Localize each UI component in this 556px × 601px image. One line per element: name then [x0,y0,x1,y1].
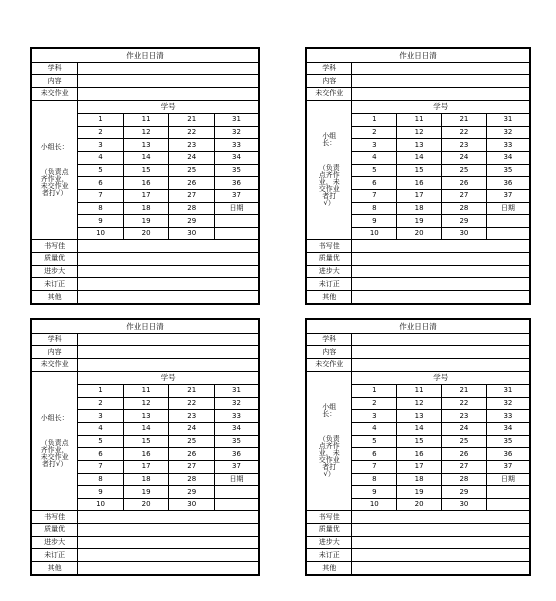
student-number-cell[interactable]: 21 [442,385,487,398]
student-number-cell[interactable]: 23 [169,410,215,423]
instruction-text: 者打 [322,463,337,472]
student-number-cell[interactable]: 28 [442,202,487,215]
student-number-cell[interactable]: 12 [123,126,169,139]
student-number-cell[interactable]: 29 [169,215,215,228]
student-number-cell[interactable]: 3 [78,410,124,423]
student-number-cell[interactable]: 25 [442,164,487,177]
field-entry[interactable] [78,62,259,75]
student-number-cell[interactable]: 19 [397,486,442,499]
evaluation-entry[interactable] [78,278,259,291]
evaluation-entry[interactable] [78,562,259,575]
student-number-cell[interactable]: 19 [123,486,169,499]
student-number-cell[interactable]: 8 [78,202,124,215]
group-leader-label: 长： [322,410,337,419]
student-number-cell[interactable]: 31 [486,114,530,127]
evaluation-label: 进步大 [31,265,78,278]
student-number-cell[interactable]: 22 [442,397,487,410]
student-number-cell[interactable]: 12 [397,397,442,410]
field-label: 未交作业 [306,88,352,101]
homework-sheet-bottom-right [305,318,531,576]
student-number-cell[interactable]: 35 [486,164,530,177]
field-entry[interactable] [78,346,259,359]
field-entry[interactable] [352,62,530,75]
student-number-cell[interactable]: 5 [352,435,397,448]
student-number-cell[interactable]: 23 [442,139,487,152]
instruction-text: 者打√） [41,459,68,468]
student-number-cell[interactable]: 34 [486,422,530,435]
student-number-cell[interactable]: 32 [215,126,259,139]
student-number-header: 学号 [78,100,259,113]
student-number-cell[interactable]: 27 [169,189,215,202]
student-number-cell[interactable]: 15 [397,435,442,448]
field-label: 未交作业 [306,359,352,372]
sheet-title: 作业日日清 [31,319,259,333]
student-number-cell[interactable]: 20 [397,498,442,511]
student-number-cell[interactable]: 3 [352,139,397,152]
instruction-text: 者打 [322,192,337,201]
student-number-cell[interactable]: 16 [397,448,442,461]
student-number-cell[interactable]: 5 [78,164,124,177]
homework-table [305,318,531,576]
evaluation-label: 质量优 [306,253,352,266]
field-label: 学科 [306,62,352,75]
student-number-cell[interactable]: 32 [486,126,530,139]
student-number-cell[interactable]: 6 [78,448,124,461]
instruction-text: 未交作业 [40,452,69,461]
student-number-cell[interactable]: 27 [169,460,215,473]
student-number-cell[interactable]: 16 [123,177,169,190]
evaluation-entry[interactable] [78,291,259,304]
student-number-cell[interactable]: 27 [442,189,487,202]
student-number-cell[interactable]: 11 [397,114,442,127]
evaluation-label: 质量优 [31,253,78,266]
evaluation-label: 书写佳 [306,240,352,253]
student-number-cell[interactable]: 5 [78,435,124,448]
field-entry[interactable] [352,359,530,372]
student-number-cell[interactable]: 31 [215,385,259,398]
field-entry[interactable] [78,359,259,372]
instruction-text: 业，未 [318,449,340,458]
evaluation-entry[interactable] [352,562,530,575]
evaluation-label: 进步大 [306,265,352,278]
evaluation-label: 书写佳 [306,511,352,524]
instruction-text: （负责 [318,164,340,173]
field-entry[interactable] [78,88,259,101]
evaluation-entry[interactable] [78,265,259,278]
evaluation-entry[interactable] [352,240,530,253]
student-number-cell[interactable]: 21 [442,114,487,127]
student-number-cell[interactable]: 9 [78,486,124,499]
student-number-cell[interactable]: 14 [397,422,442,435]
evaluation-entry[interactable] [352,536,530,549]
evaluation-entry[interactable] [352,291,530,304]
student-number-cell[interactable]: 3 [352,410,397,423]
student-number-cell[interactable]: 36 [486,448,530,461]
student-number-cell[interactable]: 18 [397,473,442,486]
student-number-cell[interactable]: 29 [442,486,487,499]
student-number-cell[interactable]: 15 [397,164,442,177]
evaluation-label: 未订正 [31,278,78,291]
student-number-cell[interactable]: 20 [397,227,442,240]
student-number-cell[interactable]: 13 [397,410,442,423]
student-number-cell[interactable]: 34 [215,422,259,435]
sheet-title: 作业日日清 [306,319,530,333]
student-number-cell[interactable]: 4 [78,151,124,164]
field-entry[interactable] [352,333,530,346]
student-number-cell[interactable]: 33 [486,139,530,152]
evaluation-label: 进步大 [31,536,78,549]
student-number-cell[interactable]: 26 [169,448,215,461]
student-number-cell[interactable]: 29 [169,486,215,499]
student-number-cell[interactable]: 3 [78,139,124,152]
evaluation-entry[interactable] [78,253,259,266]
field-label: 内容 [31,346,78,359]
student-number-cell[interactable]: 15 [123,164,169,177]
student-number-cell[interactable]: 17 [397,189,442,202]
student-number-cell[interactable]: 30 [169,227,215,240]
group-leader-label: 长： [322,139,337,148]
student-number-cell[interactable]: 15 [123,435,169,448]
student-number-cell[interactable]: 34 [486,151,530,164]
student-number-cell[interactable]: 8 [352,202,397,215]
student-number-header: 学号 [352,371,530,384]
date-label[interactable]: 日期 [215,473,259,486]
student-number-cell[interactable]: 36 [486,177,530,190]
student-number-cell[interactable]: 10 [78,498,124,511]
date-label[interactable]: 日期 [486,473,530,486]
student-number-cell[interactable]: 12 [397,126,442,139]
evaluation-entry[interactable] [352,253,530,266]
evaluation-entry[interactable] [78,511,259,524]
field-label: 未交作业 [31,359,78,372]
student-number-header: 学号 [352,100,530,113]
field-label: 未交作业 [31,88,78,101]
student-number-cell[interactable]: 28 [169,473,215,486]
student-number-cell[interactable]: 35 [486,435,530,448]
student-number-cell[interactable]: 37 [215,460,259,473]
evaluation-label: 质量优 [31,524,78,537]
student-number-cell[interactable]: 19 [397,215,442,228]
field-label: 学科 [31,62,78,75]
student-number-cell[interactable]: 21 [169,114,215,127]
instruction-text: √） [323,199,335,208]
student-number-cell[interactable]: 7 [78,189,124,202]
student-number-cell[interactable]: 24 [442,422,487,435]
student-number-cell[interactable]: 11 [123,385,169,398]
evaluation-entry[interactable] [352,511,530,524]
student-number-cell[interactable]: 32 [215,397,259,410]
evaluation-label: 未订正 [306,549,352,562]
student-number-cell[interactable]: 1 [78,385,124,398]
student-number-cell[interactable]: 37 [215,189,259,202]
student-number-cell[interactable]: 11 [123,114,169,127]
evaluation-label: 其他 [306,562,352,575]
homework-sheet-top-right [305,47,531,305]
group-leader-label: 小组长： [40,142,69,151]
student-number-cell[interactable]: 14 [123,151,169,164]
student-number-cell[interactable]: 18 [397,202,442,215]
empty-cell[interactable] [215,498,259,511]
empty-cell[interactable] [215,486,259,499]
field-label: 学科 [31,333,78,346]
instruction-text: 者打√） [41,188,68,197]
group-leader-label: 小组长： [40,413,69,422]
instruction-text: 未交作业 [40,181,69,190]
student-number-cell[interactable]: 30 [442,498,487,511]
instruction-text: 点齐作 [318,171,340,180]
student-number-cell[interactable]: 7 [352,189,397,202]
group-leader-panel[interactable] [306,371,352,511]
student-number-cell[interactable]: 25 [169,435,215,448]
student-number-cell[interactable]: 14 [123,422,169,435]
student-number-cell[interactable]: 10 [352,498,397,511]
student-number-cell[interactable]: 21 [169,385,215,398]
student-number-cell[interactable]: 18 [123,473,169,486]
student-number-cell[interactable]: 26 [442,177,487,190]
student-number-cell[interactable]: 29 [442,215,487,228]
student-number-cell[interactable]: 33 [486,410,530,423]
student-number-cell[interactable]: 17 [123,460,169,473]
instruction-text: （负责点 [40,167,69,176]
field-entry[interactable] [78,333,259,346]
sheet-title: 作业日日清 [31,48,259,62]
student-number-cell[interactable]: 7 [352,460,397,473]
empty-cell[interactable] [486,498,530,511]
student-number-cell[interactable]: 9 [352,215,397,228]
sheet-title: 作业日日清 [306,48,530,62]
student-number-cell[interactable]: 9 [352,486,397,499]
student-number-cell[interactable]: 25 [169,164,215,177]
field-entry[interactable] [352,88,530,101]
student-number-cell[interactable]: 27 [442,460,487,473]
evaluation-label: 其他 [31,562,78,575]
evaluation-label: 进步大 [306,536,352,549]
student-number-cell[interactable]: 17 [123,189,169,202]
student-number-cell[interactable]: 4 [78,422,124,435]
student-number-cell[interactable]: 11 [397,385,442,398]
student-number-cell[interactable]: 32 [486,397,530,410]
student-number-cell[interactable]: 20 [123,498,169,511]
student-number-cell[interactable]: 26 [442,448,487,461]
instruction-text: √） [323,470,335,479]
student-number-cell[interactable]: 12 [123,397,169,410]
student-number-cell[interactable]: 23 [442,410,487,423]
student-number-cell[interactable]: 16 [123,448,169,461]
student-number-header: 学号 [78,371,259,384]
field-label: 学科 [306,333,352,346]
evaluation-label: 质量优 [306,524,352,537]
student-number-cell[interactable]: 22 [169,126,215,139]
student-number-cell[interactable]: 10 [78,227,124,240]
student-number-cell[interactable]: 17 [397,460,442,473]
student-number-cell[interactable]: 1 [78,114,124,127]
student-number-cell[interactable]: 19 [123,215,169,228]
student-number-cell[interactable]: 8 [352,473,397,486]
instruction-text: （负责点 [40,438,69,447]
instruction-text: （负责 [318,435,340,444]
group-leader-panel[interactable] [31,371,78,511]
field-label: 内容 [31,75,78,88]
evaluation-entry[interactable] [352,549,530,562]
student-number-cell[interactable]: 33 [215,139,259,152]
homework-sheet-bottom-left [30,318,260,576]
evaluation-label: 其他 [31,291,78,304]
group-leader-panel[interactable] [31,100,78,240]
student-number-cell[interactable]: 13 [397,139,442,152]
instruction-text: 点齐作 [318,442,340,451]
student-number-cell[interactable]: 24 [169,151,215,164]
student-number-cell[interactable]: 36 [215,177,259,190]
student-number-cell[interactable]: 2 [78,397,124,410]
student-number-cell[interactable]: 26 [169,177,215,190]
student-number-cell[interactable]: 24 [442,151,487,164]
student-number-cell[interactable]: 36 [215,448,259,461]
student-number-cell[interactable]: 4 [352,151,397,164]
empty-cell[interactable] [215,227,259,240]
evaluation-entry[interactable] [352,265,530,278]
evaluation-entry[interactable] [78,524,259,537]
student-number-cell[interactable]: 18 [123,202,169,215]
evaluation-entry[interactable] [352,278,530,291]
evaluation-label: 未订正 [306,278,352,291]
student-number-cell[interactable]: 9 [78,215,124,228]
student-number-cell[interactable]: 22 [169,397,215,410]
student-number-cell[interactable]: 33 [215,410,259,423]
student-number-cell[interactable]: 5 [352,164,397,177]
student-number-cell[interactable]: 10 [352,227,397,240]
date-label[interactable]: 日期 [486,202,530,215]
group-leader-panel[interactable] [306,100,352,240]
empty-cell[interactable] [486,227,530,240]
group-leader-label: 小组 [322,132,337,141]
instruction-text: 业，未 [318,178,340,187]
field-label: 内容 [306,75,352,88]
student-number-cell[interactable]: 31 [486,385,530,398]
instruction-text: 交作业 [318,185,340,194]
student-number-cell[interactable]: 2 [352,126,397,139]
student-number-cell[interactable]: 37 [486,460,530,473]
student-number-cell[interactable]: 6 [352,177,397,190]
evaluation-entry[interactable] [352,524,530,537]
student-number-cell[interactable]: 8 [78,473,124,486]
empty-cell[interactable] [486,486,530,499]
student-number-cell[interactable]: 25 [442,435,487,448]
student-number-cell[interactable]: 6 [352,448,397,461]
empty-cell[interactable] [486,215,530,228]
student-number-cell[interactable]: 23 [169,139,215,152]
student-number-cell[interactable]: 22 [442,126,487,139]
instruction-text: 齐作业， [40,445,69,454]
student-number-cell[interactable]: 4 [352,422,397,435]
student-number-cell[interactable]: 1 [352,114,397,127]
instruction-text: 交作业 [318,456,340,465]
field-entry[interactable] [78,75,259,88]
evaluation-label: 其他 [306,291,352,304]
student-number-cell[interactable]: 2 [78,126,124,139]
evaluation-label: 书写佳 [31,240,78,253]
student-number-cell[interactable]: 30 [169,498,215,511]
student-number-cell[interactable]: 14 [397,151,442,164]
empty-cell[interactable] [215,215,259,228]
student-number-cell[interactable]: 13 [123,139,169,152]
date-label[interactable]: 日期 [215,202,259,215]
student-number-cell[interactable]: 24 [169,422,215,435]
student-number-cell[interactable]: 37 [486,189,530,202]
field-entry[interactable] [352,75,530,88]
student-number-cell[interactable]: 31 [215,114,259,127]
student-number-cell[interactable]: 6 [78,177,124,190]
evaluation-entry[interactable] [78,240,259,253]
homework-sheet-top-left [30,47,260,305]
student-number-cell[interactable]: 28 [442,473,487,486]
student-number-cell[interactable]: 2 [352,397,397,410]
evaluation-label: 书写佳 [31,511,78,524]
homework-table [30,47,260,305]
evaluation-label: 未订正 [31,549,78,562]
student-number-cell[interactable]: 16 [397,177,442,190]
student-number-cell[interactable]: 35 [215,435,259,448]
student-number-cell[interactable]: 7 [78,460,124,473]
instruction-text: 齐作业， [40,174,69,183]
student-number-cell[interactable]: 1 [352,385,397,398]
group-leader-label: 小组 [322,403,337,412]
student-number-cell[interactable]: 28 [169,202,215,215]
evaluation-entry[interactable] [78,536,259,549]
field-label: 内容 [306,346,352,359]
student-number-cell[interactable]: 20 [123,227,169,240]
homework-table [305,47,531,305]
homework-table [30,318,260,576]
student-number-cell[interactable]: 35 [215,164,259,177]
evaluation-entry[interactable] [78,549,259,562]
student-number-cell[interactable]: 13 [123,410,169,423]
field-entry[interactable] [352,346,530,359]
student-number-cell[interactable]: 30 [442,227,487,240]
student-number-cell[interactable]: 34 [215,151,259,164]
